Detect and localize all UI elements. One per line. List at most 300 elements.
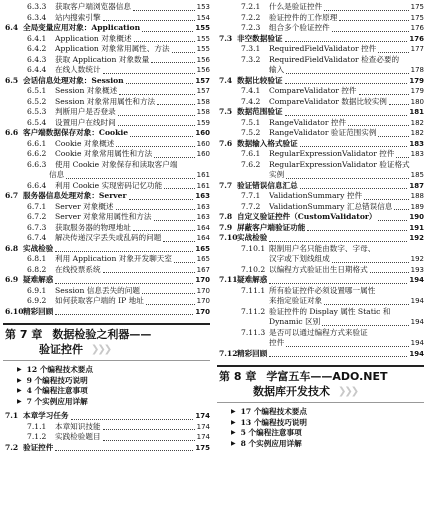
toc-entry[interactable] <box>3 223 210 234</box>
dot-leader <box>172 52 195 53</box>
toc-entry[interactable] <box>3 65 210 76</box>
toc-entry[interactable] <box>217 244 424 255</box>
toc-page-number: 177 <box>410 45 424 53</box>
toc-entry-number: 7.5.2 <box>241 128 261 137</box>
toc-entry-title: 以编程方式验证出生日期格式 <box>269 264 368 274</box>
toc-page-number: 179 <box>409 76 424 85</box>
toc-page-number: 167 <box>196 265 210 274</box>
toc-entry[interactable] <box>3 244 210 255</box>
toc-page-number: 170 <box>196 297 210 305</box>
toc-page-number: 155 <box>196 34 210 43</box>
toc-entry-title: 站内搜索引擎 <box>55 12 101 22</box>
dot-leader <box>307 230 407 231</box>
toc-entry-title: 服务器信息处理对象：Server <box>23 191 127 200</box>
toc-page-number: 194 <box>409 276 424 284</box>
toc-page-number: 163 <box>196 202 210 211</box>
toc-entry-title: 验证控件 <box>23 442 54 452</box>
toc-entry-title: 实例 <box>269 170 285 179</box>
toc-entry[interactable] <box>3 139 210 150</box>
triangle-bullet-icon: ▶ <box>231 429 236 436</box>
toc-entry-title: RangeValidator 验证范围实例 <box>269 128 377 137</box>
toc-entry-title: 验证错误信息汇总 <box>237 180 298 190</box>
toc-entry-title: 屏蔽客户端验证功能 <box>237 222 306 232</box>
dot-leader <box>157 104 194 105</box>
toc-entry-number: 7.1 <box>5 411 19 420</box>
toc-entry[interactable] <box>3 160 210 171</box>
toc-entry-number: 7.10.1 <box>241 243 266 253</box>
dot-leader <box>286 178 408 179</box>
toc-page-number: 176 <box>410 24 424 32</box>
toc-entry[interactable] <box>217 34 424 45</box>
toc-entry[interactable] <box>3 443 210 454</box>
toc-entry[interactable] <box>217 128 424 139</box>
toc-entry[interactable] <box>3 107 210 118</box>
toc-page-number: 194 <box>410 297 424 305</box>
toc-entry[interactable] <box>217 275 424 286</box>
chapter-label: 第 8 章 <box>219 370 257 383</box>
toc-entry-title: 实战检验 <box>237 233 268 242</box>
dot-leader <box>332 262 409 263</box>
toc-entry[interactable] <box>217 107 424 118</box>
toc-entry-title: 本章知识技能 <box>55 421 101 431</box>
toc-entry[interactable] <box>217 296 424 307</box>
toc-entry-title: ValidationSummary 汇总错误信息 <box>269 201 393 211</box>
dot-leader <box>154 220 195 221</box>
toc-entry-title: RequiredFieldValidator 控件 <box>269 44 377 53</box>
chapter-highlight <box>3 365 210 376</box>
dot-leader <box>389 104 409 105</box>
toc-entry-number: 7.8 <box>219 212 233 221</box>
chapter-title-row <box>219 370 424 384</box>
toc-page-number: 183 <box>410 150 424 158</box>
toc-entry-number: 6.7 <box>5 191 19 200</box>
dot-leader <box>324 10 408 11</box>
toc-entry-number: 6.4 <box>5 23 19 32</box>
toc-page-number: 191 <box>409 223 424 232</box>
toc-entry[interactable] <box>3 422 210 433</box>
toc-entry[interactable] <box>3 254 210 265</box>
toc-entry-title: Cookie 对象常用属性和方法 <box>55 149 153 158</box>
toc-entry[interactable] <box>217 181 424 192</box>
chapter-highlight <box>217 439 424 450</box>
toc-page-number: 158 <box>196 108 210 116</box>
toc-page-number: 156 <box>196 66 210 74</box>
toc-entry[interactable] <box>217 149 424 160</box>
toc-entry[interactable] <box>217 212 424 223</box>
dot-leader <box>103 73 195 74</box>
toc-entry[interactable] <box>3 296 210 307</box>
toc-page-number: 188 <box>410 192 424 200</box>
toc-entry-title: 如何获取客户端的 IP 地址 <box>55 296 144 305</box>
chapter-highlight <box>217 428 424 439</box>
toc-page-number: 181 <box>409 108 424 116</box>
chevrons-right-icon: ❯❯❯ <box>338 386 358 397</box>
toc-entry-number: 6.7.1 <box>27 201 47 211</box>
toc-page-number: 193 <box>410 265 424 274</box>
toc-entry-number: 7.1.2 <box>27 432 47 441</box>
toc-entry-number: 7.10 <box>219 233 238 242</box>
toc-entry-title: 疑难解惑 <box>23 275 54 284</box>
chapter-highlight-text: 5 个编程注意事项 <box>240 428 302 437</box>
toc-entry-number: 6.5.3 <box>27 107 47 116</box>
chapter-highlight-text: 7 个实例应用详解 <box>26 396 88 406</box>
toc-entry[interactable] <box>3 44 210 55</box>
toc-entry-number: 7.6.2 <box>241 159 261 169</box>
dot-leader <box>378 136 408 137</box>
toc-entry-number: 6.7.4 <box>27 233 47 242</box>
dot-leader <box>55 314 193 315</box>
toc-entry[interactable] <box>217 97 424 108</box>
toc-entry-title: 信息 <box>49 170 65 179</box>
toc-page-number: 164 <box>196 223 210 232</box>
toc-entry-title: 数据范围验证 <box>237 107 283 116</box>
toc-page-number: 194 <box>409 349 424 358</box>
toc-entry-number: 7.5.1 <box>241 117 261 127</box>
toc-entry-title: 利用 Application 对象开发聊天室 <box>55 254 172 263</box>
dot-leader <box>163 241 194 242</box>
toc-entry-title: 获取服务器的物理地址 <box>55 222 131 232</box>
toc-entry-number: 7.7.2 <box>241 201 261 211</box>
toc-page-number: 160 <box>196 139 210 148</box>
toc-entry-title: 验证控件的工作原理 <box>269 12 338 22</box>
toc-entry[interactable] <box>3 86 210 97</box>
toc-entry[interactable] <box>3 149 210 160</box>
toc-entry-number: 6.4.1 <box>27 33 47 43</box>
toc-entry[interactable] <box>217 265 424 276</box>
toc-entry-title: 在线投票系统 <box>55 264 101 274</box>
toc-entry[interactable] <box>3 23 210 34</box>
dot-leader <box>394 209 408 210</box>
toc-entry[interactable] <box>217 44 424 55</box>
toc-entry[interactable] <box>217 328 424 339</box>
toc-entry-title: 获取客户端浏览器信息 <box>55 2 131 11</box>
toc-page-number: 190 <box>409 213 424 221</box>
toc-entry[interactable] <box>3 13 210 24</box>
dot-leader <box>151 62 194 63</box>
toc-page-number: 174 <box>195 412 210 420</box>
toc-entry-number: 7.4.1 <box>241 86 261 95</box>
dot-leader <box>133 230 195 231</box>
toc-entry[interactable] <box>3 202 210 213</box>
dot-leader <box>142 293 195 294</box>
toc-entry-title: Server 对象常用属性和方法 <box>55 212 152 221</box>
toc-entry-number: 6.4.4 <box>27 65 47 74</box>
toc-entry-number: 6.9 <box>5 275 19 284</box>
toc-entry-title: Session 对象常用属性和方法 <box>55 96 156 106</box>
toc-entry-title: Application 对象常用属性、方法 <box>55 44 170 53</box>
toc-entry-number: 6.8.1 <box>27 254 47 263</box>
toc-entry-number: 7.10.2 <box>241 264 266 274</box>
toc-entry[interactable] <box>3 233 210 244</box>
toc-entry-title: 判断用户是否登录 <box>55 107 116 116</box>
chapter-highlight-text: 4 个编程注意事项 <box>26 386 88 395</box>
dot-leader <box>174 262 195 263</box>
toc-entry[interactable] <box>3 97 210 108</box>
toc-entry[interactable] <box>3 170 210 181</box>
toc-entry[interactable] <box>3 191 210 202</box>
toc-entry-title: 汉字或下划线组成 <box>269 254 330 263</box>
chapter-heading <box>217 365 424 403</box>
toc-entry-title: 控件 <box>269 338 285 347</box>
toc-entry-number: 7.5 <box>219 107 233 116</box>
toc-page-number: 182 <box>410 129 424 137</box>
toc-entry-title: 解决传递汉字丢失或乱码的问题 <box>55 233 162 242</box>
toc-page-number: 165 <box>196 255 210 263</box>
spacer <box>217 449 424 453</box>
toc-entry-title: RegularExpressionValidator 控件 <box>269 149 395 158</box>
toc-entry[interactable] <box>217 191 424 202</box>
toc-entry[interactable] <box>217 55 424 66</box>
chapter-title-row <box>5 328 210 342</box>
toc-entry-number: 7.9 <box>219 222 233 232</box>
toc-entry-title: 在线人数统计 <box>55 65 101 74</box>
dot-leader <box>142 31 193 32</box>
toc-entry-number: 6.5.1 <box>27 86 47 95</box>
toc-page-number: 163 <box>196 213 210 221</box>
toc-entry-number: 6.10 <box>5 306 24 316</box>
toc-entry-number: 7.11 <box>219 275 238 284</box>
triangle-bullet-icon: ▶ <box>231 408 236 415</box>
toc-entry-number: 7.3.1 <box>241 44 261 53</box>
triangle-bullet-icon: ▶ <box>17 387 22 394</box>
dot-leader <box>130 136 193 137</box>
toc-entry[interactable] <box>217 223 424 234</box>
toc-entry-number: 6.5.4 <box>27 117 47 127</box>
toc-entry[interactable] <box>3 118 210 129</box>
toc-page-number: 187 <box>409 181 424 190</box>
dot-leader <box>164 188 194 189</box>
toc-entry[interactable] <box>3 307 210 318</box>
dot-leader <box>133 10 195 11</box>
toc-page-number: 174 <box>196 433 210 441</box>
toc-entry-title: RangeValidator 控件 <box>269 117 347 127</box>
toc-entry-number: 7.11.1 <box>241 285 266 295</box>
dot-leader <box>146 304 195 305</box>
toc-entry[interactable] <box>3 432 210 443</box>
toc-entry[interactable] <box>217 170 424 181</box>
toc-entry[interactable] <box>217 286 424 297</box>
toc-entry[interactable] <box>217 76 424 87</box>
dot-leader <box>396 157 408 158</box>
toc-entry-title: 本章学习任务 <box>23 411 69 420</box>
dot-leader <box>126 83 194 84</box>
toc-entry-number: 6.6.1 <box>27 138 47 148</box>
toc-entry[interactable] <box>217 349 424 360</box>
toc-entry-title: 非空数据验证 <box>237 33 283 43</box>
toc-entry-number: 6.8.2 <box>27 264 47 274</box>
toc-page-number: 180 <box>410 97 424 106</box>
toc-entry[interactable] <box>217 65 424 76</box>
toc-entry-number: 6.6.3 <box>27 159 47 169</box>
toc-page-number: 175 <box>410 13 424 22</box>
triangle-bullet-icon: ▶ <box>231 439 236 447</box>
toc-entry[interactable] <box>217 338 424 349</box>
chevrons-right-icon: ❯❯❯ <box>91 344 111 355</box>
dot-leader <box>118 125 195 126</box>
toc-page-number: 194 <box>410 339 424 347</box>
dot-leader <box>359 94 409 95</box>
toc-entry-title: RequiredFieldValidator 检查必要的 <box>269 54 400 64</box>
toc-entry-number: 6.7.3 <box>27 222 47 232</box>
dot-leader <box>285 83 408 84</box>
dot-leader <box>55 450 193 451</box>
triangle-bullet-icon: ▶ <box>17 376 22 384</box>
toc-entry-title: 实战检验 <box>23 243 54 253</box>
chapter-highlight <box>3 376 210 387</box>
dot-leader <box>348 125 409 126</box>
toc-entry[interactable] <box>217 13 424 24</box>
toc-entry[interactable] <box>217 118 424 129</box>
toc-entry[interactable] <box>3 265 210 276</box>
dot-leader <box>55 283 193 284</box>
toc-entry[interactable] <box>3 2 210 13</box>
dot-leader <box>324 304 408 305</box>
chapter-highlight <box>217 407 424 418</box>
toc-entry-number: 6.3.4 <box>27 12 47 22</box>
dot-leader <box>269 241 407 242</box>
toc-entry-title: 使用 Cookie 对象保存和读取客户端 <box>55 159 178 169</box>
dot-leader <box>269 283 407 284</box>
toc-entry-title: 组合多个验证控件 <box>269 23 330 32</box>
toc-entry[interactable] <box>3 76 210 87</box>
toc-entry-number: 7.6.1 <box>241 149 261 158</box>
toc-entry[interactable] <box>217 307 424 318</box>
toc-entry-number: 6.5.2 <box>27 96 47 106</box>
toc-page-number: 157 <box>196 87 210 95</box>
toc-entry[interactable] <box>3 212 210 223</box>
dot-leader <box>286 73 408 74</box>
toc-entry[interactable] <box>3 275 210 286</box>
toc-page-number: 164 <box>196 234 210 242</box>
toc-entry-number: 6.6 <box>5 128 19 137</box>
chapter-title: 数据检验之利器—— <box>52 328 152 341</box>
toc-page-number: 170 <box>195 276 210 284</box>
toc-entry-title: 精彩回顾 <box>23 306 54 316</box>
toc-entry-number: 6.4.3 <box>27 54 47 64</box>
toc-entry-title: Cookie 对象概述 <box>55 138 115 148</box>
toc-page-number: 155 <box>195 24 210 32</box>
toc-entry[interactable] <box>217 202 424 213</box>
toc-entry-title: Dynamic 区别 <box>269 317 321 326</box>
toc-page-number: 160 <box>196 150 210 158</box>
toc-page-number: 155 <box>196 45 210 53</box>
toc-page-number: 160 <box>195 129 210 137</box>
triangle-bullet-icon: ▶ <box>17 366 22 373</box>
toc-page-number: 175 <box>410 3 424 11</box>
toc-page-number: 157 <box>195 76 210 85</box>
toc-entry-number: 6.9.1 <box>27 285 47 295</box>
dot-leader <box>300 188 408 189</box>
toc-entry[interactable] <box>217 2 424 13</box>
toc-entry-title: CompareValidator 控件 <box>269 86 357 95</box>
toc-page-number: 183 <box>409 139 424 148</box>
toc-entry-title: 客户端数据保存对象：Cookie <box>23 128 129 137</box>
toc-entry-title: 数据比较验证 <box>237 75 283 85</box>
toc-entry[interactable] <box>3 411 210 422</box>
dot-leader <box>103 440 195 441</box>
toc-page-number: 159 <box>196 118 210 127</box>
toc-entry-number: 7.2 <box>5 442 19 452</box>
chapter-highlight-text: 9 个编程技巧说明 <box>26 375 88 385</box>
dot-leader <box>103 429 195 430</box>
toc-entry[interactable] <box>3 181 210 192</box>
chapter-subtitle-row <box>5 342 210 357</box>
toc-page-number: 179 <box>410 87 424 95</box>
dot-leader <box>103 20 195 21</box>
toc-entry-title: 获取 Application 对象数量 <box>55 54 150 64</box>
dot-leader <box>322 325 408 326</box>
dot-leader <box>66 178 194 179</box>
toc-entry-title: 输入 <box>269 65 285 74</box>
toc-page-number: 153 <box>196 3 210 11</box>
toc-entry-number: 7.7 <box>219 180 233 190</box>
dot-leader <box>332 31 409 32</box>
toc-entry-title: 会话信息处理对象：Session <box>23 75 124 85</box>
toc-page-number: 170 <box>195 307 210 316</box>
chapter-label: 第 7 章 <box>5 328 43 341</box>
chapter-highlight-text: 12 个编程技术要点 <box>26 365 93 374</box>
toc-entry[interactable] <box>217 160 424 171</box>
toc-page-number: 178 <box>410 66 424 74</box>
triangle-bullet-icon: ▶ <box>231 418 236 426</box>
chapter-highlight-text: 17 个编程技术要点 <box>240 407 307 416</box>
toc-entry-title: 疑难解惑 <box>237 275 268 284</box>
toc-entry[interactable] <box>217 233 424 244</box>
toc-page-number: 174 <box>196 422 210 431</box>
chapter-highlight-text: 8 个实例应用详解 <box>240 438 302 448</box>
toc-entry-title: RegularExpressionValidator 验证格式 <box>269 159 410 169</box>
toc-entry[interactable] <box>217 139 424 150</box>
toc-entry[interactable] <box>217 23 424 34</box>
toc-page-number: 161 <box>196 171 210 179</box>
toc-page-number: 175 <box>195 443 210 452</box>
toc-entry-title: 所有验证控件必须设置哪一属性 <box>269 285 376 295</box>
toc-entry[interactable] <box>3 128 210 139</box>
chapter-highlight <box>217 418 424 429</box>
toc-entry-title: 利用 Cookie 实现密码记忆功能 <box>55 180 163 190</box>
toc-entry-number: 7.1.1 <box>27 421 47 431</box>
chapter-subtitle-row <box>219 384 424 399</box>
toc-entry-title: Session 信息丢失的问题 <box>55 285 140 295</box>
toc-page-number: 192 <box>410 255 424 263</box>
toc-entry[interactable] <box>217 86 424 97</box>
dot-leader <box>116 209 195 210</box>
toc-entry-number: 7.12 <box>219 348 238 358</box>
toc-left-column <box>3 2 210 453</box>
toc-entry-number: 7.2.2 <box>241 12 261 22</box>
toc-entry-number: 7.11.3 <box>241 327 266 337</box>
toc-entry-title: 来指定验证对象 <box>269 296 323 305</box>
toc-entry-title: 实践检验题目 <box>55 432 101 441</box>
dot-leader <box>286 346 408 347</box>
toc-entry-number: 6.9.2 <box>27 296 47 305</box>
dot-leader <box>71 419 194 420</box>
toc-page-number: 170 <box>196 286 210 295</box>
toc-entry[interactable] <box>217 317 424 328</box>
dot-leader <box>116 146 194 147</box>
toc-entry-number: 7.2.1 <box>241 2 261 11</box>
toc-page-number: 192 <box>409 234 424 242</box>
chapter-title: 学富五车——ADO.NET <box>266 370 388 383</box>
toc-entry-number: 7.2.3 <box>241 23 261 32</box>
toc-entry[interactable] <box>3 55 210 66</box>
toc-entry[interactable] <box>3 286 210 297</box>
toc-entry-title: 全局变量应用对象：Application <box>23 23 141 32</box>
toc-entry[interactable] <box>217 254 424 265</box>
toc-entry-title: 设置用户在线时间 <box>55 117 116 127</box>
toc-entry[interactable] <box>3 34 210 45</box>
chapter-subtitle: 验证控件 <box>39 343 83 356</box>
